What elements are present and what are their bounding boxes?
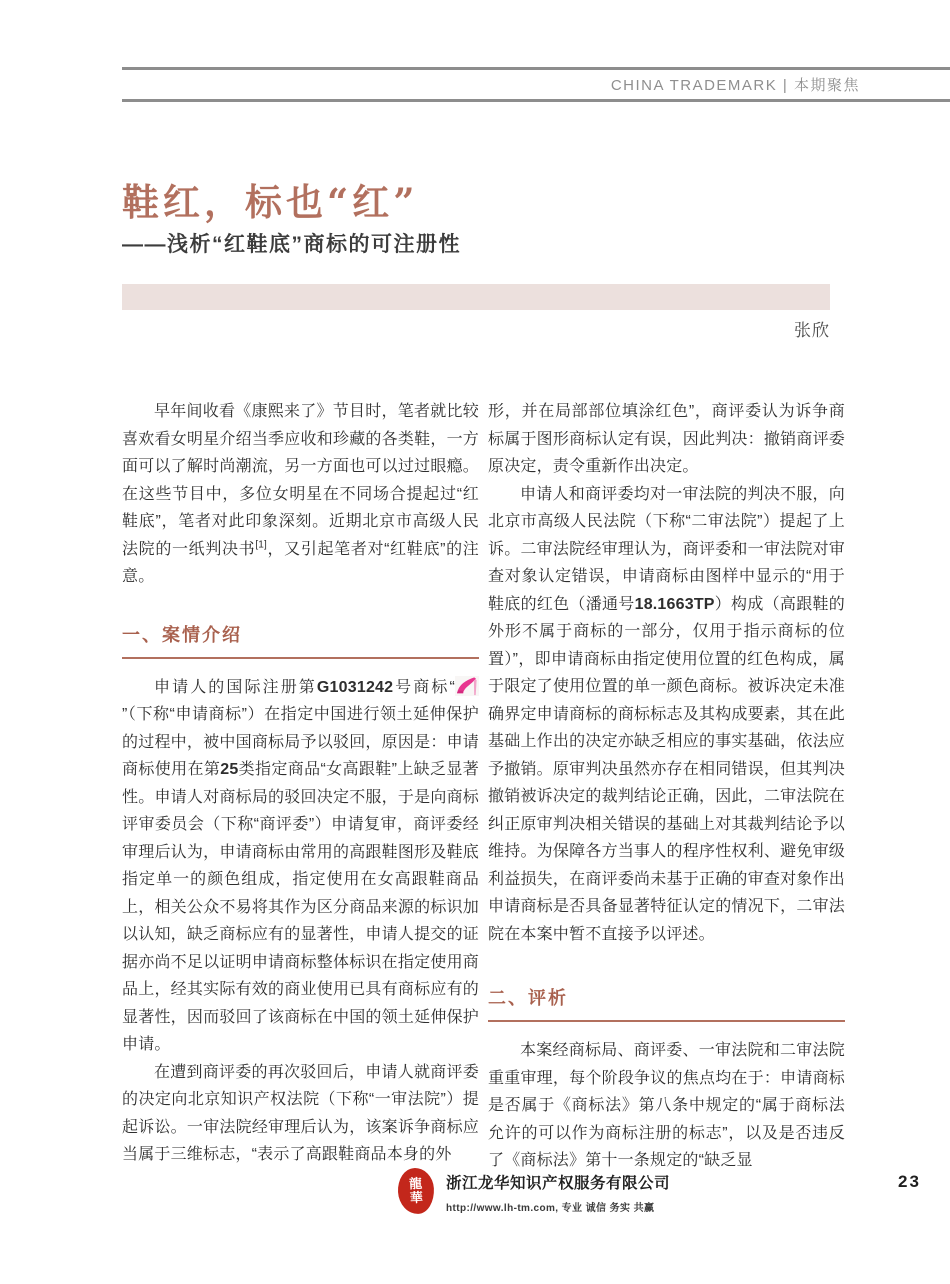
- pantone-number: 18.1663TP: [634, 595, 715, 613]
- publisher-name: 浙江龙华知识产权服务有限公司: [446, 1175, 671, 1192]
- publisher-footer: [398, 1168, 670, 1214]
- paragraph-analysis: 本案经商标局、商评委、一审法院和二审法院重重审理，每个阶段争议的焦点均在于：申请商标是否属于《商标法》第八条中规定的“属于商标法允许的可以作为商标注册的标志”，以及是否违反了《商标法》第十一条规定的“缺乏显: [488, 1042, 845, 1169]
- registration-number: G1031242: [316, 678, 394, 696]
- footnote-ref: [1]: [255, 539, 268, 551]
- paragraph-appeal: [488, 481, 845, 949]
- left-column: [122, 398, 479, 1175]
- paragraph-text: 早年间收看《康熙来了》节目时，笔者就比较喜欢看女明星介绍当季应收和珍藏的各类鞋，一方面可以了解时尚潮流，另一方面也可以过过眼瘾。在这些节目中，多位女明星在不同场合提起过“红鞋底”，笔者对此印象深刻。近期北京市高级人民法院的一纸判决书: [122, 403, 479, 558]
- right-column: [488, 398, 845, 1175]
- journal-section-label: CHINA TRADEMARK | 本期聚焦: [610, 77, 860, 94]
- seal-char-top: 龍: [408, 1175, 423, 1192]
- section-heading-case: 一、案情介绍: [122, 621, 479, 659]
- paragraph-case-2: 在遭到商评委的再次驳回后，申请人就商评委的决定向北京知识产权法院（下称“一审法院”）提起诉讼。一审法院经审理后认为，该案诉争商标应当属于三维标志，“表示了高跟鞋商品本身的外: [122, 1063, 479, 1163]
- publisher-info: [446, 1168, 670, 1214]
- paragraph-text: 类指定商品“女高跟鞋”上缺乏显著性。申请人对商标局的驳回决定不服，于是向商标评审委员会（下称“商评委”）申请复审，商评委经审理后认为，申请商标由常用的高跟鞋图形及鞋底指定单一的颜色组成，指定使用在女高跟鞋商品上，相关公众不易将其作为区分商品来源的标识加以认知，缺乏商标应有的显著性，申请人提交的证据亦尚不足以证明申请商标整体标识在指定使用商品上，经其实际有效的商业使用已具有商标应有的显著性，因而驳回了该商标在中国的领土延伸保护申请。: [122, 761, 479, 1053]
- high-heel-shoe-icon: [455, 676, 479, 696]
- paragraph-case-2-continued: 形，并在局部部位填涂红色”，商评委认为诉争商标属于图形商标认定有误，因此判决：撤销商评委原决定，责令重新作出决定。: [488, 403, 845, 475]
- article-subtitle: ——浅析“红鞋底”商标的可注册性: [122, 233, 461, 256]
- paragraph-text: 申请人和商评委均对一审法院的判决不服，向北京市高级人民法院（下称“二审法院”）提起了上诉。二审法院经审理认为，商评委和一审法院对审查对象认定错误，申请商标由图样中显示的“用于鞋底的红色（潘通号: [488, 485, 845, 613]
- page-number: 23: [898, 1172, 921, 1191]
- paragraph-text: 号商标“: [393, 678, 455, 696]
- paragraph-text: ）构成（高跟鞋的外形不属于商标的一部分，仅用于指示商标的位置）”，即申请商标由指定使用位置的红色构成，属于限定了使用位置的单一颜色商标。被诉决定未准确界定申请商标的商标标志及其构成要素，其在此基础上作出的决定亦缺乏相应的事实基础，依法应予撤销。原审判决虽然亦存在相同错误，但其判决撤销被诉决定的裁判结论正确，因此，二审法院在纠正原审判决相关错误的基础上对其裁判结论予以维持。为保障各方当事人的程序性权利、避免审级利益损失，在商评委尚未基于正确的审查对象作出申请商标是否具备显著特征认定的情况下，二审法院在本案中暂不直接予以评述。: [488, 595, 845, 943]
- article-body: [122, 398, 845, 1175]
- author-name: 张欣: [794, 321, 830, 340]
- seal-char-bottom: 華: [409, 1189, 424, 1206]
- class-number: 25: [220, 761, 239, 778]
- paragraph-case-1: [122, 674, 479, 1059]
- paragraph-text: 申请人的国际注册第: [154, 678, 317, 696]
- longhua-seal-logo: [397, 1167, 435, 1215]
- paragraph-intro: [122, 398, 479, 591]
- header-rule-top: [122, 67, 950, 70]
- publisher-tagline: http://www.lh-tm.com, 专业 诚信 务实 共赢: [446, 1203, 655, 1214]
- section-heading-analysis: 二、评析: [488, 984, 845, 1022]
- paragraph-text: ”（下称“申请商标”）在指定中国进行领土延伸保护的过程中，被中国商标局予以驳回，原因是：申请商标使用在第: [122, 706, 479, 778]
- paragraph-text: ，又引起笔者对“红鞋底”的注意。: [122, 540, 479, 585]
- article-title: 鞋红，标也“红”: [122, 180, 419, 224]
- header-rule-bottom: [122, 99, 950, 102]
- title-banner: [122, 284, 830, 310]
